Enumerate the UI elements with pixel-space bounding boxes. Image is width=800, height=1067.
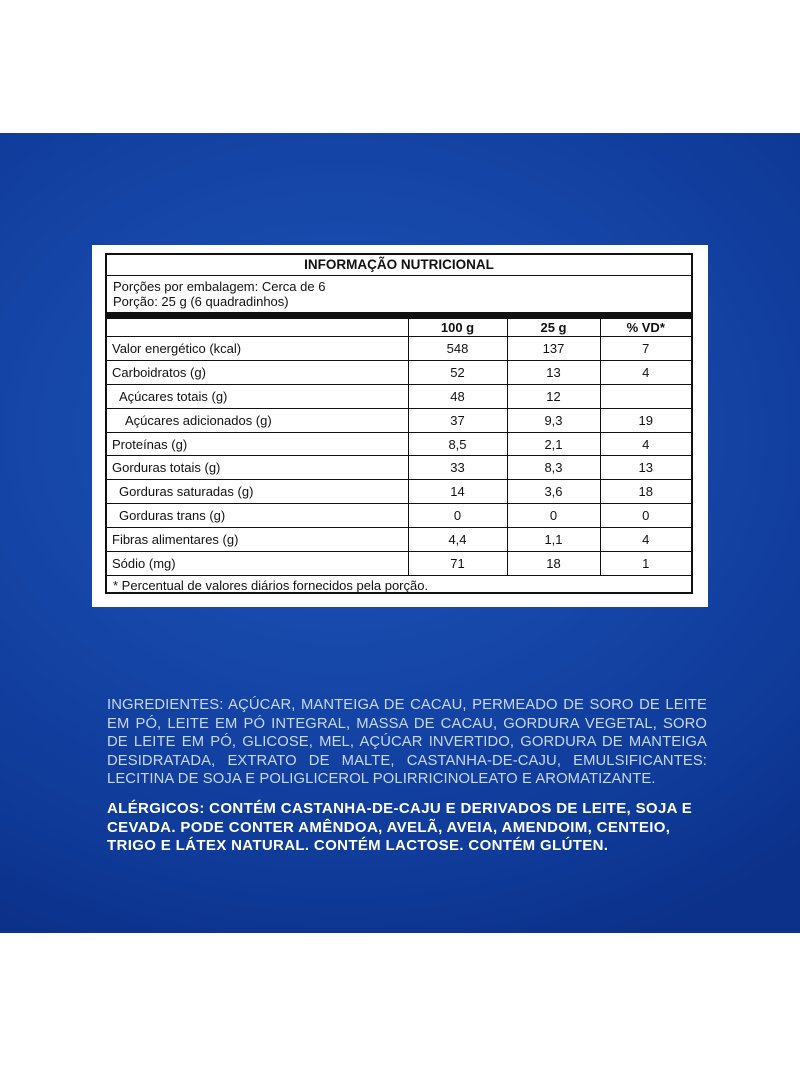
- header-label: [107, 319, 408, 337]
- row-label: Açúcares adicionados (g): [107, 408, 408, 432]
- table-footnote: * Percentual de valores diários fornecidos pela porção.: [113, 577, 429, 593]
- row-label: Fibras alimentares (g): [107, 528, 408, 552]
- row-value-25g: 12: [507, 384, 600, 408]
- table-row: [107, 456, 691, 480]
- row-value-100g: 14: [408, 480, 507, 504]
- row-label: Gorduras totais (g): [107, 456, 408, 480]
- row-value-25g: 9,3: [507, 408, 600, 432]
- row-label: Carboidratos (g): [107, 360, 408, 384]
- row-value-vd: 7: [600, 337, 691, 361]
- row-value-25g: 1,1: [507, 528, 600, 552]
- row-label: Valor energético (kcal): [107, 337, 408, 361]
- thick-divider: [107, 312, 691, 319]
- serving-info: [107, 276, 691, 312]
- table-row: [107, 528, 691, 552]
- table-row: [107, 432, 691, 456]
- row-value-25g: 8,3: [507, 456, 600, 480]
- header-100g: 100 g: [408, 319, 507, 337]
- row-value-100g: 52: [408, 360, 507, 384]
- row-value-25g: 137: [507, 337, 600, 361]
- row-value-vd: [600, 384, 691, 408]
- table-row: [107, 360, 691, 384]
- row-value-100g: 548: [408, 337, 507, 361]
- row-value-100g: 4,4: [408, 528, 507, 552]
- table-row: [107, 384, 691, 408]
- nutrient-grid: [107, 319, 691, 576]
- allergens-text: ALÉRGICOS: CONTÉM CASTANHA-DE-CAJU E DERIVADOS DE LEITE, SOJA E CEVADA. PODE CONTER AMÊNDOA, AVELÃ, AVEIA, AMENDOIM, CENTEIO, TRIGO E LÁTEX NATURAL. CONTÉM LACTOSE. CONTÉM GLÚTEN.: [107, 800, 693, 854]
- row-value-vd: 0: [600, 504, 691, 528]
- table-row: [107, 408, 691, 432]
- row-value-100g: 33: [408, 456, 507, 480]
- nutrition-title: INFORMAÇÃO NUTRICIONAL: [107, 255, 691, 276]
- row-value-25g: 0: [507, 504, 600, 528]
- header-25g: 25 g: [507, 319, 600, 337]
- row-value-25g: 13: [507, 360, 600, 384]
- table-row: [107, 552, 691, 576]
- servings-per-package: Porções por embalagem: Cerca de 6: [113, 279, 326, 294]
- nutrition-panel: [92, 245, 708, 607]
- row-value-100g: 48: [408, 384, 507, 408]
- nutrition-facts-table: [105, 253, 693, 594]
- table-row: [107, 480, 691, 504]
- row-value-vd: 4: [600, 360, 691, 384]
- table-row: [107, 504, 691, 528]
- row-value-vd: 18: [600, 480, 691, 504]
- row-value-vd: 4: [600, 432, 691, 456]
- header-vd: % VD*: [600, 319, 691, 337]
- row-value-25g: 2,1: [507, 432, 600, 456]
- row-label: Gorduras saturadas (g): [107, 480, 408, 504]
- row-value-vd: 4: [600, 528, 691, 552]
- header-row: [107, 319, 691, 337]
- row-value-vd: 13: [600, 456, 691, 480]
- row-value-vd: 1: [600, 552, 691, 576]
- row-value-vd: 19: [600, 408, 691, 432]
- row-value-100g: 8,5: [408, 432, 507, 456]
- row-label: Gorduras trans (g): [107, 504, 408, 528]
- ingredients-text: INGREDIENTES: AÇÚCAR, MANTEIGA DE CACAU, PERMEADO DE SORO DE LEITE EM PÓ, LEITE EM PÓ INTEGRAL, MASSA DE CACAU, GORDURA VEGETAL, SORO DE LEITE EM PÓ, GLICOSE, MEL, AÇÚCAR INVERTIDO, GORDURA DE MANTEIGA DESIDRATADA, EXTRATO DE MALTE, CASTANHA-DE-CAJU, EMULSIFICANTES: LECITINA DE SOJA E POLIGLICEROL POLIRRICINOLEATO E AROMATIZANTE.: [107, 697, 707, 787]
- serving-size: Porção: 25 g (6 quadradinhos): [113, 294, 289, 309]
- row-value-100g: 71: [408, 552, 507, 576]
- row-value-25g: 3,6: [507, 480, 600, 504]
- row-value-100g: 0: [408, 504, 507, 528]
- row-label: Sódio (mg): [107, 552, 408, 576]
- row-value-100g: 37: [408, 408, 507, 432]
- row-label: Açúcares totais (g): [107, 384, 408, 408]
- row-value-25g: 18: [507, 552, 600, 576]
- table-row: [107, 337, 691, 361]
- row-label: Proteínas (g): [107, 432, 408, 456]
